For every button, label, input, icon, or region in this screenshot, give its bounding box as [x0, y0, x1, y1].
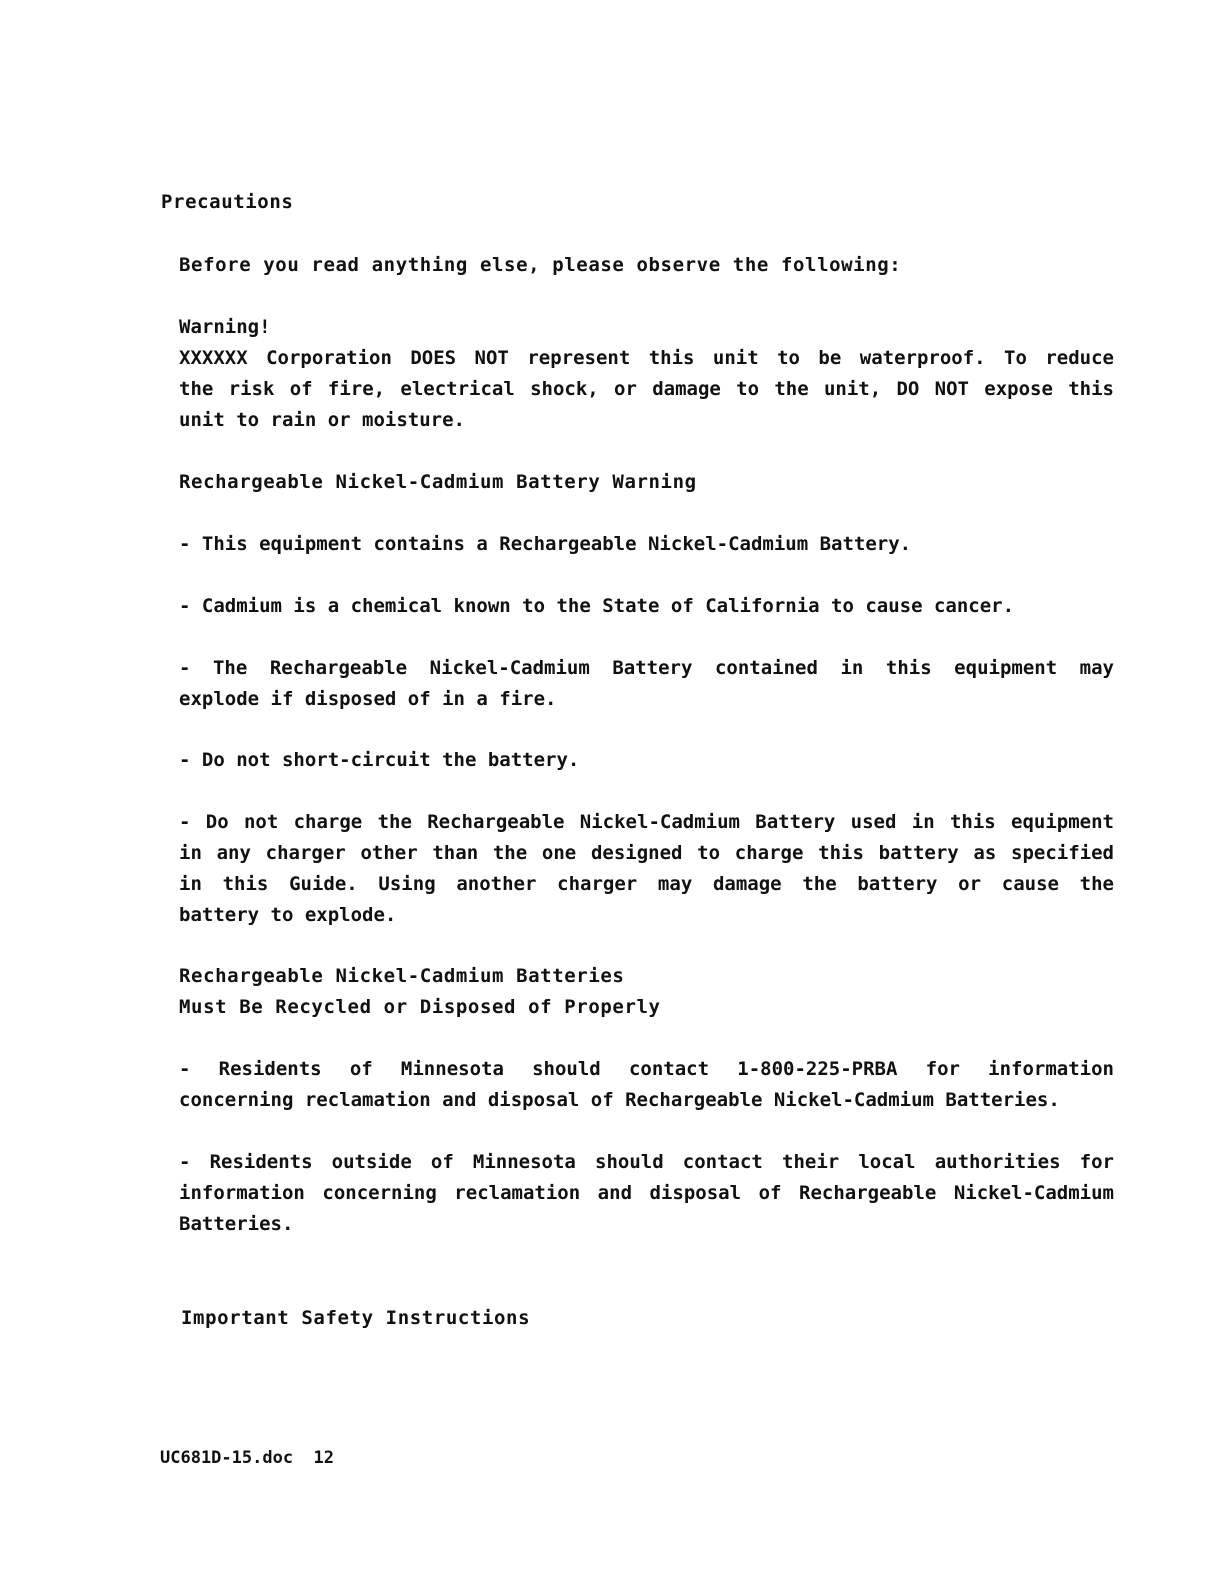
battery-warning-line: - The Rechargeable Nickel-Cadmium Battery contained in this equipment may [179, 657, 1114, 679]
battery-warning-line: explode if disposed of in a fire. [179, 688, 557, 710]
warning-line: XXXXXX Corporation DOES NOT represent this unit to be waterproof. To reduce [179, 347, 1114, 369]
battery-warning-title: Rechargeable Nickel-Cadmium Battery Warning [179, 471, 697, 493]
battery-warning-line: - Do not charge the Rechargeable Nickel-Cadmium Battery used in this equipment [179, 811, 1114, 833]
battery-warning-line: battery to explode. [179, 904, 397, 926]
recycle-line: Batteries. [179, 1213, 294, 1235]
warning-line: unit to rain or moisture. [179, 409, 465, 431]
recycle-item [179, 1054, 1114, 1116]
recycle-title-line: Rechargeable Nickel-Cadmium Batteries [179, 965, 625, 987]
page-footer [160, 1443, 334, 1473]
battery-warning-line: - Do not short-circuit the battery. [179, 749, 580, 771]
battery-warning-item [179, 745, 1114, 776]
warning-paragraph [179, 343, 1114, 436]
recycle-line: information concerning reclamation and disposal of Rechargeable Nickel-Cadmium [179, 1182, 1114, 1204]
footer-filename: UC681D-15.doc [160, 1448, 294, 1468]
battery-warning-line: in this Guide. Using another charger may damage the battery or cause the [179, 873, 1114, 895]
recycle-line: concerning reclamation and disposal of Rechargeable Nickel-Cadmium Batteries. [179, 1089, 1060, 1111]
warning-line: the risk of fire, electrical shock, or damage to the unit, DO NOT expose this [179, 378, 1114, 400]
recycle-item [179, 1147, 1114, 1240]
warning-title: Warning! [179, 316, 271, 338]
battery-warning-item [179, 807, 1114, 931]
recycle-title [179, 961, 1114, 1023]
page-title: Precautions [161, 191, 294, 213]
recycle-line: - Residents outside of Minnesota should contact their local authorities for [179, 1151, 1114, 1173]
recycle-title-line: Must Be Recycled or Disposed of Properly [179, 996, 661, 1018]
battery-warning-item [179, 653, 1114, 715]
section-heading: Important Safety Instructions [181, 1307, 531, 1329]
intro-text: Before you read anything else, please observe the following: [179, 254, 902, 276]
battery-warning-line: - This equipment contains a Rechargeable Nickel-Cadmium Battery. [179, 533, 912, 555]
battery-warning-item [179, 591, 1114, 622]
battery-warning-line: - Cadmium is a chemical known to the State of California to cause cancer. [179, 595, 1015, 617]
recycle-line: - Residents of Minnesota should contact 1-800-225-PRBA for information [179, 1058, 1114, 1080]
battery-warning-line: in any charger other than the one designed to charge this battery as specified [179, 842, 1114, 864]
footer-page-number: 12 [313, 1448, 335, 1468]
battery-warning-item [179, 529, 1114, 560]
